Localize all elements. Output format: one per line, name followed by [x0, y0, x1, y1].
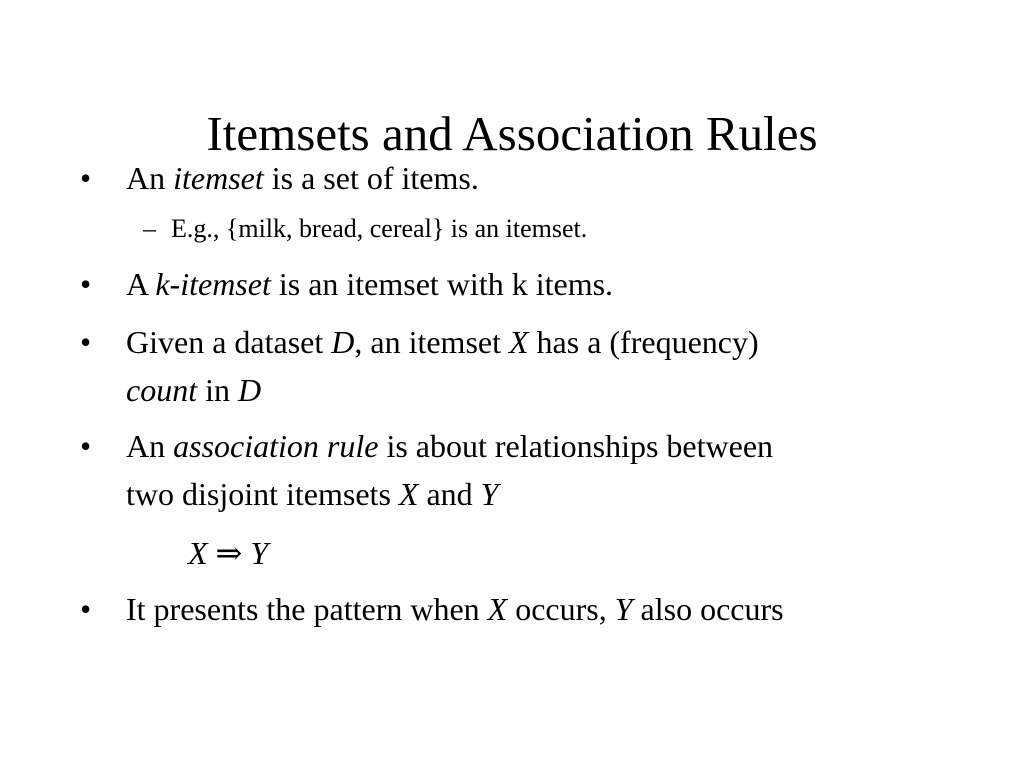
text-segment: is about relationships between: [378, 428, 774, 464]
variable-x: X: [398, 476, 419, 512]
implies-arrow-icon: ⇒: [215, 535, 243, 571]
text-segment: , an itemset: [354, 324, 509, 360]
text-segment: A: [126, 266, 156, 302]
bullet-icon: •: [80, 324, 92, 360]
bullet-text: [126, 318, 759, 414]
text-segment: in: [197, 372, 238, 408]
text-segment: is an itemset with k items.: [270, 266, 614, 302]
dash-icon: –: [143, 214, 156, 243]
bullet-text: [126, 260, 613, 308]
text-segment: An: [126, 428, 174, 464]
text-segment: is a set of items.: [263, 160, 479, 196]
formula-right: Y: [250, 535, 269, 571]
variable-y: Y: [480, 476, 499, 512]
emphasis-term: itemset: [173, 160, 264, 196]
text-segment: It presents the pattern when: [126, 591, 488, 627]
text-segment: has a (frequency): [528, 324, 759, 360]
variable-y: Y: [614, 591, 633, 627]
bullet-text: [126, 422, 773, 518]
bullet-text: [126, 585, 784, 633]
text-segment: two disjoint itemsets: [126, 476, 399, 512]
sub-bullet-text: E.g., {milk, bread, cereal} is an itemset.: [171, 214, 588, 243]
text-segment: occurs,: [507, 591, 615, 627]
bullet-text: [126, 154, 479, 202]
text-segment: also occurs: [632, 591, 784, 627]
bullet-icon: •: [80, 591, 92, 627]
variable-d: D: [331, 324, 355, 360]
bullet-icon: •: [80, 160, 92, 196]
text-segment: and: [418, 476, 481, 512]
formula-left: X: [188, 535, 208, 571]
text-segment: An: [126, 160, 174, 196]
bullet-icon: •: [80, 266, 92, 302]
emphasis-term: k-itemset: [155, 266, 271, 302]
text-segment: Given a dataset: [126, 324, 332, 360]
variable-d: D: [237, 372, 262, 408]
slide-title: Itemsets and Association Rules: [206, 106, 818, 161]
variable-x: X: [508, 324, 529, 360]
emphasis-term: association rule: [173, 428, 379, 464]
emphasis-term: count: [126, 372, 198, 408]
variable-x: X: [487, 591, 508, 627]
bullet-icon: •: [80, 428, 92, 464]
rule-formula: [188, 529, 268, 577]
